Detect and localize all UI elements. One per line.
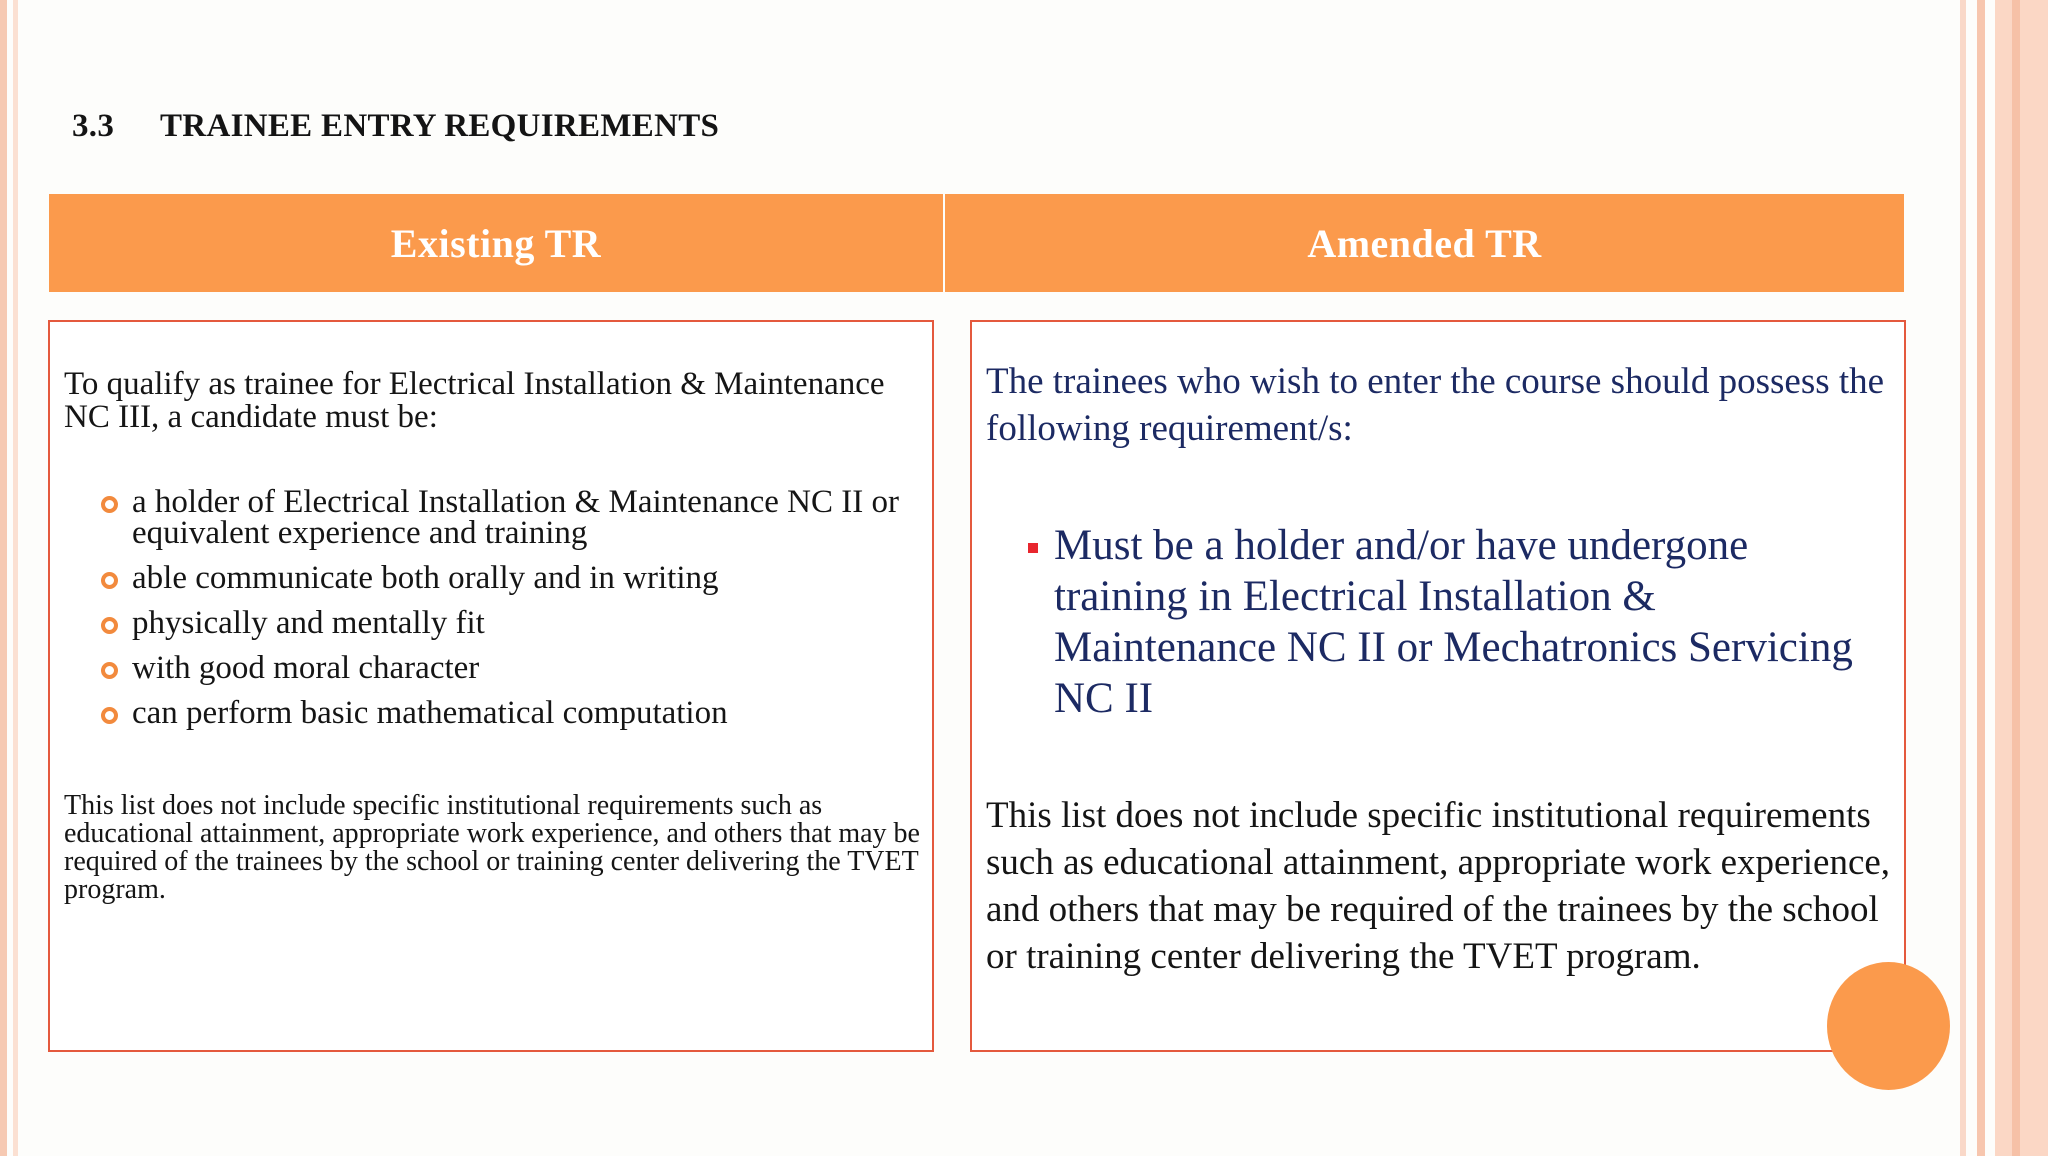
existing-intro: To qualify as trainee for Electrical Installation & Maintenance NC III, a candidate must be: (64, 366, 885, 435)
hollow-circle-bullet-icon (101, 572, 118, 589)
list-item (100, 650, 920, 686)
list-item-text: Must be a holder and/or have undergone training in Electrical Installation & Maintenance NC II or Mechatronics Servicing NC II (1054, 522, 1853, 722)
list-item-text: with good moral character (132, 650, 480, 686)
existing-tr-box (48, 320, 934, 1052)
list-item-text: physically and mentally fit (132, 605, 485, 641)
existing-requirements-list (100, 484, 920, 743)
right-decor-stripe (1960, 0, 1966, 1156)
right-decor-stripe (2012, 0, 2020, 1156)
hollow-circle-bullet-icon (101, 617, 118, 634)
existing-tr-header: Existing TR (49, 194, 943, 292)
hollow-circle-bullet-icon (101, 707, 118, 724)
hollow-circle-bullet-icon (101, 496, 118, 513)
left-decor-stripe-thin (13, 0, 18, 1156)
existing-note: This list does not include specific institutional requirements such as educational attainment, appropriate work experience, and others that may be required of the trainees by the school or training center delivering the TVET program. (64, 790, 920, 905)
list-item (100, 695, 920, 731)
decorative-circle (1827, 962, 1950, 1090)
list-item-text: able communicate both orally and in writing (132, 560, 719, 596)
list-item (1028, 520, 1858, 724)
hollow-circle-bullet-icon (101, 662, 118, 679)
slide-title (72, 108, 719, 145)
list-item (100, 484, 920, 551)
square-bullet-icon (1028, 543, 1038, 553)
amended-tr-box (970, 320, 1906, 1052)
amended-tr-header: Amended TR (945, 194, 1904, 292)
right-decor-band (1995, 0, 2048, 1156)
amended-requirements-list (1028, 520, 1858, 724)
amended-intro: The trainees who wish to enter the course should possess the following requirement/s: (986, 361, 1885, 449)
list-item (100, 605, 920, 641)
section-number: 3.3 (72, 108, 115, 144)
amended-note: This list does not include specific institutional requirements such as educational attainment, appropriate work experience, and others that may be required of the trainees by the school or training center delivering the TVET program. (986, 795, 1891, 977)
list-item-text: a holder of Electrical Installation & Maintenance NC II or equivalent experience and training (132, 484, 899, 551)
section-title: TRAINEE ENTRY REQUIREMENTS (160, 108, 720, 144)
left-decor-stripe (0, 0, 7, 1156)
list-item (100, 560, 920, 596)
list-item-text: can perform basic mathematical computation (132, 695, 728, 731)
right-decor-stripe (1977, 0, 1985, 1156)
